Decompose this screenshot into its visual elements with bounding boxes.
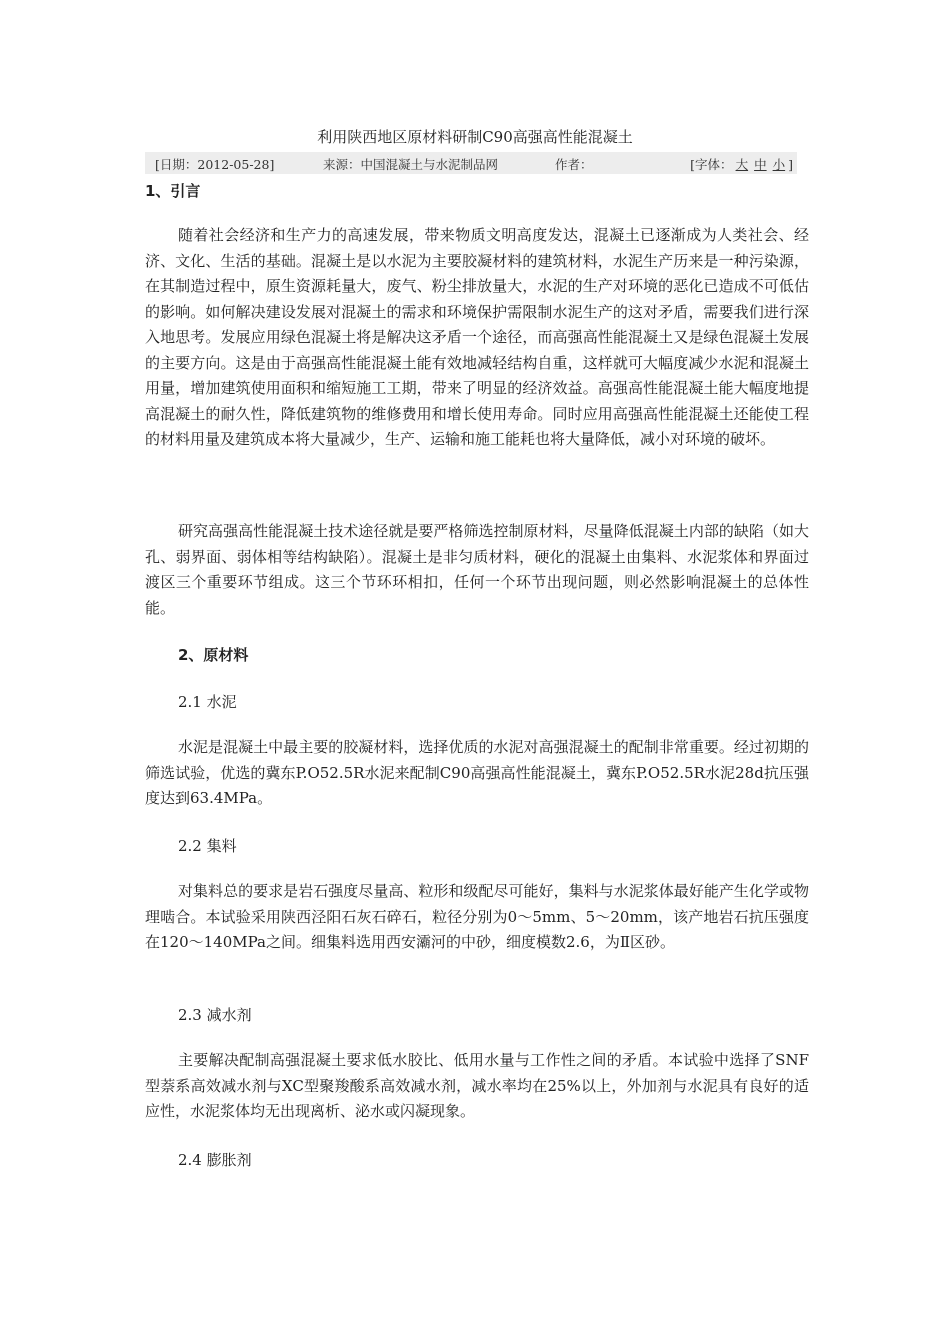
article-author: 作者： xyxy=(555,157,593,172)
section-heading-materials: 2、原材料 xyxy=(178,646,249,664)
font-size-prefix: [字体： xyxy=(690,157,733,172)
subsection-aggregate: 2.2 集料 xyxy=(178,837,237,855)
font-size-large-link[interactable]: 大 xyxy=(735,157,749,172)
paragraph-water-reducer: 主要解决配制高强混凝土要求低水胶比、低用水量与工作性之间的矛盾。本试验中选择了SNF型萘系高效减水剂与XC型聚羧酸系高效减水剂，减水率均在25%以上，外加剂与水泥具有良好的适应性，水泥浆体均无出现离析、泌水或闪凝现象。 xyxy=(145,1051,809,1120)
article-meta-bar xyxy=(145,152,797,174)
subsection-expansion-agent: 2.4 膨胀剂 xyxy=(178,1151,252,1169)
paragraph-cement: 水泥是混凝土中最主要的胶凝材料，选择优质的水泥对高强混凝土的配制非常重要。经过初期的筛选试验，优选的冀东P.O52.5R水泥来配制C90高强高性能混凝土，冀东P.O52.5R水泥28d抗压强度达到63.4MPa。 xyxy=(145,738,809,807)
article-date: [日期：2012-05-28] xyxy=(155,157,275,172)
subsection-cement: 2.1 水泥 xyxy=(178,693,237,711)
font-size-selector xyxy=(690,155,793,173)
paragraph-intro-2: 研究高强高性能混凝土技术途径就是要严格筛选控制原材料，尽量降低混凝土内部的缺陷（如大孔、弱界面、弱体相等结构缺陷）。混凝土是非匀质材料，硬化的混凝土由集料、水泥浆体和界面过渡区三个重要环节组成。这三个节环环相扣，任何一个环节出现问题，则必然影响混凝土的总体性能。 xyxy=(145,522,809,617)
font-size-medium-link[interactable]: 中 xyxy=(754,157,767,172)
font-size-suffix: ] xyxy=(788,157,793,172)
font-size-small-link[interactable]: 小 xyxy=(772,157,786,172)
paragraph-aggregate: 对集料总的要求是岩石强度尽量高、粒形和级配尽可能好，集料与水泥浆体最好能产生化学或物理啮合。本试验采用陕西泾阳石灰石碎石，粒径分别为0～5mm、5～20mm，该产地岩石抗压强度在120～140MPa之间。细集料选用西安灞河的中砂，细度模数2.6，为Ⅱ区砂。 xyxy=(145,882,809,951)
subsection-water-reducer: 2.3 减水剂 xyxy=(178,1006,252,1024)
article-source: 来源：中国混凝土与水泥制品网 xyxy=(323,157,499,172)
paragraph-intro-1: 随着社会经济和生产力的高速发展，带来物质文明高度发达，混凝土已逐渐成为人类社会、经济、文化、生活的基础。混凝土是以水泥为主要胶凝材料的建筑材料，水泥生产历来是一种污染源，在其制造过程中，原生资源耗量大，废气、粉尘排放量大，水泥的生产对环境的恶化已造成不可低估的影响。如何解决建设发展对混凝土的需求和环境保护需限制水泥生产的这对矛盾，需要我们进行深入地思考。发展应用绿色混凝土将是解决这矛盾一个途径，而高强高性能混凝土又是绿色混凝土发展的主要方向。这是由于高强高性能混凝土能有效地减轻结构自重，这样就可大幅度减少水泥和混凝土用量，增加建筑使用面积和缩短施工工期，带来了明显的经济效益。高强高性能混凝土能大幅度地提高混凝土的耐久性，降低建筑物的维修费用和增长使用寿命。同时应用高强高性能混凝土还能使工程的材料用量及建筑成本将大量减少，生产、运输和施工能耗也将大量降低，减小对环境的破坏。 xyxy=(145,226,809,448)
section-heading-intro: 1、引言 xyxy=(145,182,201,200)
article-title: 利用陕西地区原材料研制C90高强高性能混凝土 xyxy=(317,128,633,146)
